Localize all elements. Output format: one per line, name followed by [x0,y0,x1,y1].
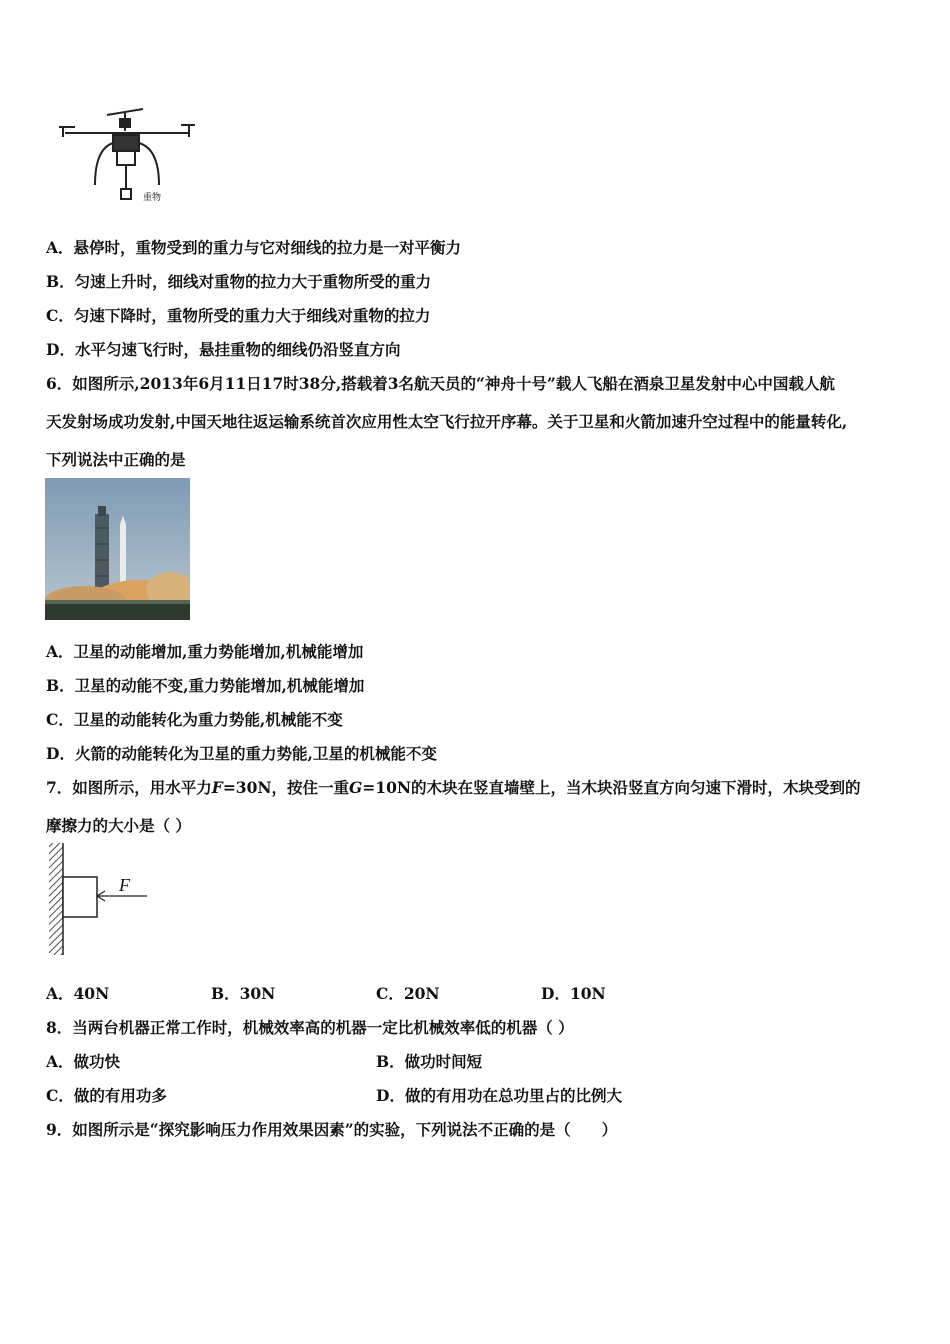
drone-figure [55,105,205,205]
q7-option-a: A．40N [46,984,110,1003]
force-label: F [119,875,130,895]
q8-option-b: B．做功时间短 [376,1052,483,1071]
q7-option-d: D．10N [541,984,606,1003]
q8-option-d: D．做的有用功在总功里占的比例大 [376,1086,622,1105]
q7-variable-g: G [349,778,363,797]
q7-stem-part-b: =30N，按住一重 [222,778,350,797]
rocket-launch-photo [45,478,190,620]
q6-stem-line-3: 下列说法中正确的是 [46,450,186,469]
q6-option-b: B．卫星的动能不变,重力势能增加,机械能增加 [46,676,365,695]
q6-option-d: D．火箭的动能转化为卫星的重力势能,卫星的机械能不变 [46,744,437,763]
weight-label: 重物 [143,193,162,203]
q7-stem-part-c: =10N的木块在竖直墙壁上，当木块沿竖直方向匀速下滑时，木块受到的 [362,778,861,797]
q7-option-b: B．30N [211,984,276,1003]
q6-stem-line-1: 6．如图所示,2013年6月11日17时38分,搭载着3名航天员的“神舟十号”载人飞船在酒泉卫星发射中心中国载人航 [46,374,835,393]
drone-illustration [55,105,205,205]
q5-option-a: A．悬停时，重物受到的重力与它对细线的拉力是一对平衡力 [46,238,462,257]
q6-stem-line-2: 天发射场成功发射,中国天地往返运输系统首次应用性太空飞行拉开序幕。关于卫星和火箭加速升空过程中的能量转化, [46,412,848,431]
q7-stem-line-2: 摩擦力的大小是（ ） [46,816,191,835]
q5-option-c: C．匀速下降时，重物所受的重力大于细线对重物的拉力 [46,306,431,325]
q5-option-d: D．水平匀速飞行时，悬挂重物的细线仍沿竖直方向 [46,340,401,359]
q8-option-c: C．做的有用功多 [46,1086,167,1105]
q6-option-a: A．卫星的动能增加,重力势能增加,机械能增加 [46,642,364,661]
q7-option-c: C．20N [376,984,440,1003]
q8-stem: 8．当两台机器正常工作时，机械效率高的机器一定比机械效率低的机器（ ） [46,1018,574,1037]
q9-stem: 9．如图所示是“探究影响压力作用效果因素”的实验，下列说法不正确的是（ ） [46,1120,618,1139]
q5-option-b: B．匀速上升时，细线对重物的拉力大于重物所受的重力 [46,272,432,291]
q7-variable-f: F [211,778,223,797]
q8-option-a: A．做功快 [46,1052,121,1071]
q7-stem-line-1 [46,776,861,798]
q7-stem-part-a: 7．如图所示，用水平力 [46,778,212,797]
q6-option-c: C．卫星的动能转化为重力势能,机械能不变 [46,710,343,729]
wall-block-figure [45,843,155,955]
